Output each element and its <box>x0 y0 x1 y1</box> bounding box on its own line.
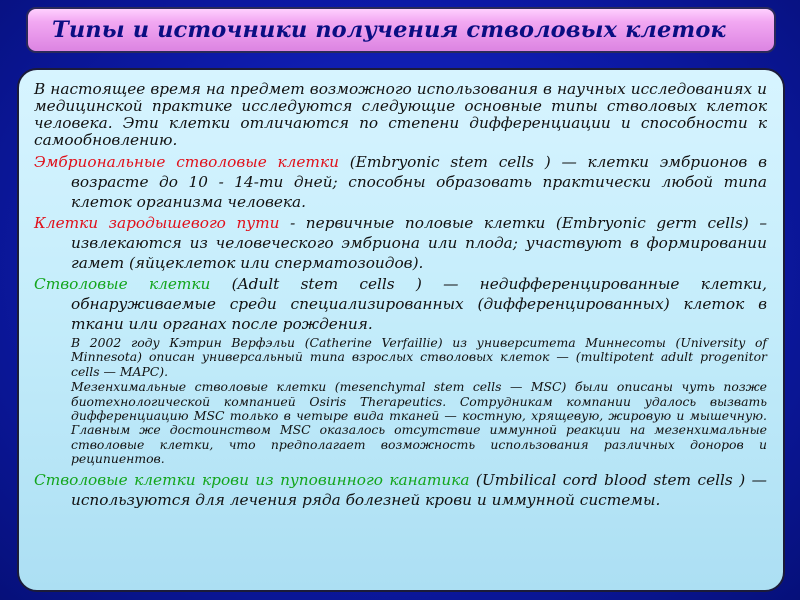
term-germline: Клетки зародышевого пути <box>34 214 280 232</box>
title-banner <box>26 7 776 53</box>
term-adult: Стволовые клетки <box>34 275 211 293</box>
desc-cord-blood: (Umbilical cord blood stem cells ) — используются для лечения ряда болезней крови и иммунной системы. <box>71 470 767 509</box>
note-msc: Мезенхимальные стволовые клетки (mesenchymal stem cells — MSC) были описаны чуть позже биотехнологической компанией Osiris Therapeutics. Сотрудникам компании удалось вызвать дифференциацию MSC только в четыре вида тканей — костную, хрящевую, жировую и мышечную. Главным же достоинством MSC оказалось отсутствие иммунной реакции на мезенхимальные стволовые клетки, что предполагает возможность использования различных доноров и реципиентов. <box>71 379 767 467</box>
note-mapc: В 2002 году Кэтрин Верфэльи (Catherine Verfaillie) из университета Миннесоты (University of Minnesota) описан универсальный типа взрослых стволовых клеток — (multipotent adult progenitor cells — MAPC). <box>71 335 767 379</box>
intro-paragraph: В настоящее время на предмет возможного использования в научных исследованиях и медицинской практике исследуются следующие основные типы стволовых клеток человека. Эти клетки отличаются по степени дифференциации и способности к самообновлению. <box>34 80 767 149</box>
term-embryonic: Эмбриональные стволовые клетки <box>34 153 339 171</box>
slide-title: Типы и источники получения стволовых клеток <box>52 17 726 43</box>
list-item-adult <box>34 274 767 334</box>
list-item-cord-blood <box>34 470 767 510</box>
term-cord-blood: Стволовые клетки крови из пуповинного канатика <box>34 470 470 489</box>
desc-adult: (Adult stem cells ) — недифференцированные клетки, обнаруживаемые среди специализированных (дифференцированных) клеток в ткани или органах после рождения. <box>71 275 767 333</box>
content-panel <box>17 68 785 592</box>
desc-germline: - первичные половые клетки (Embryonic germ cells) – извлекаются из человеческого эмбриона или плода; участвуют в формировании гамет (яйцеклеток или сперматозоидов). <box>71 214 767 272</box>
desc-embryonic: (Embryonic stem cells ) — клетки эмбрионов в возрасте до 10 - 14-ти дней; способны образовать практически любой типа клеток организма человека. <box>71 153 767 211</box>
list-item-embryonic <box>34 152 767 212</box>
list-item-germline <box>34 213 767 273</box>
